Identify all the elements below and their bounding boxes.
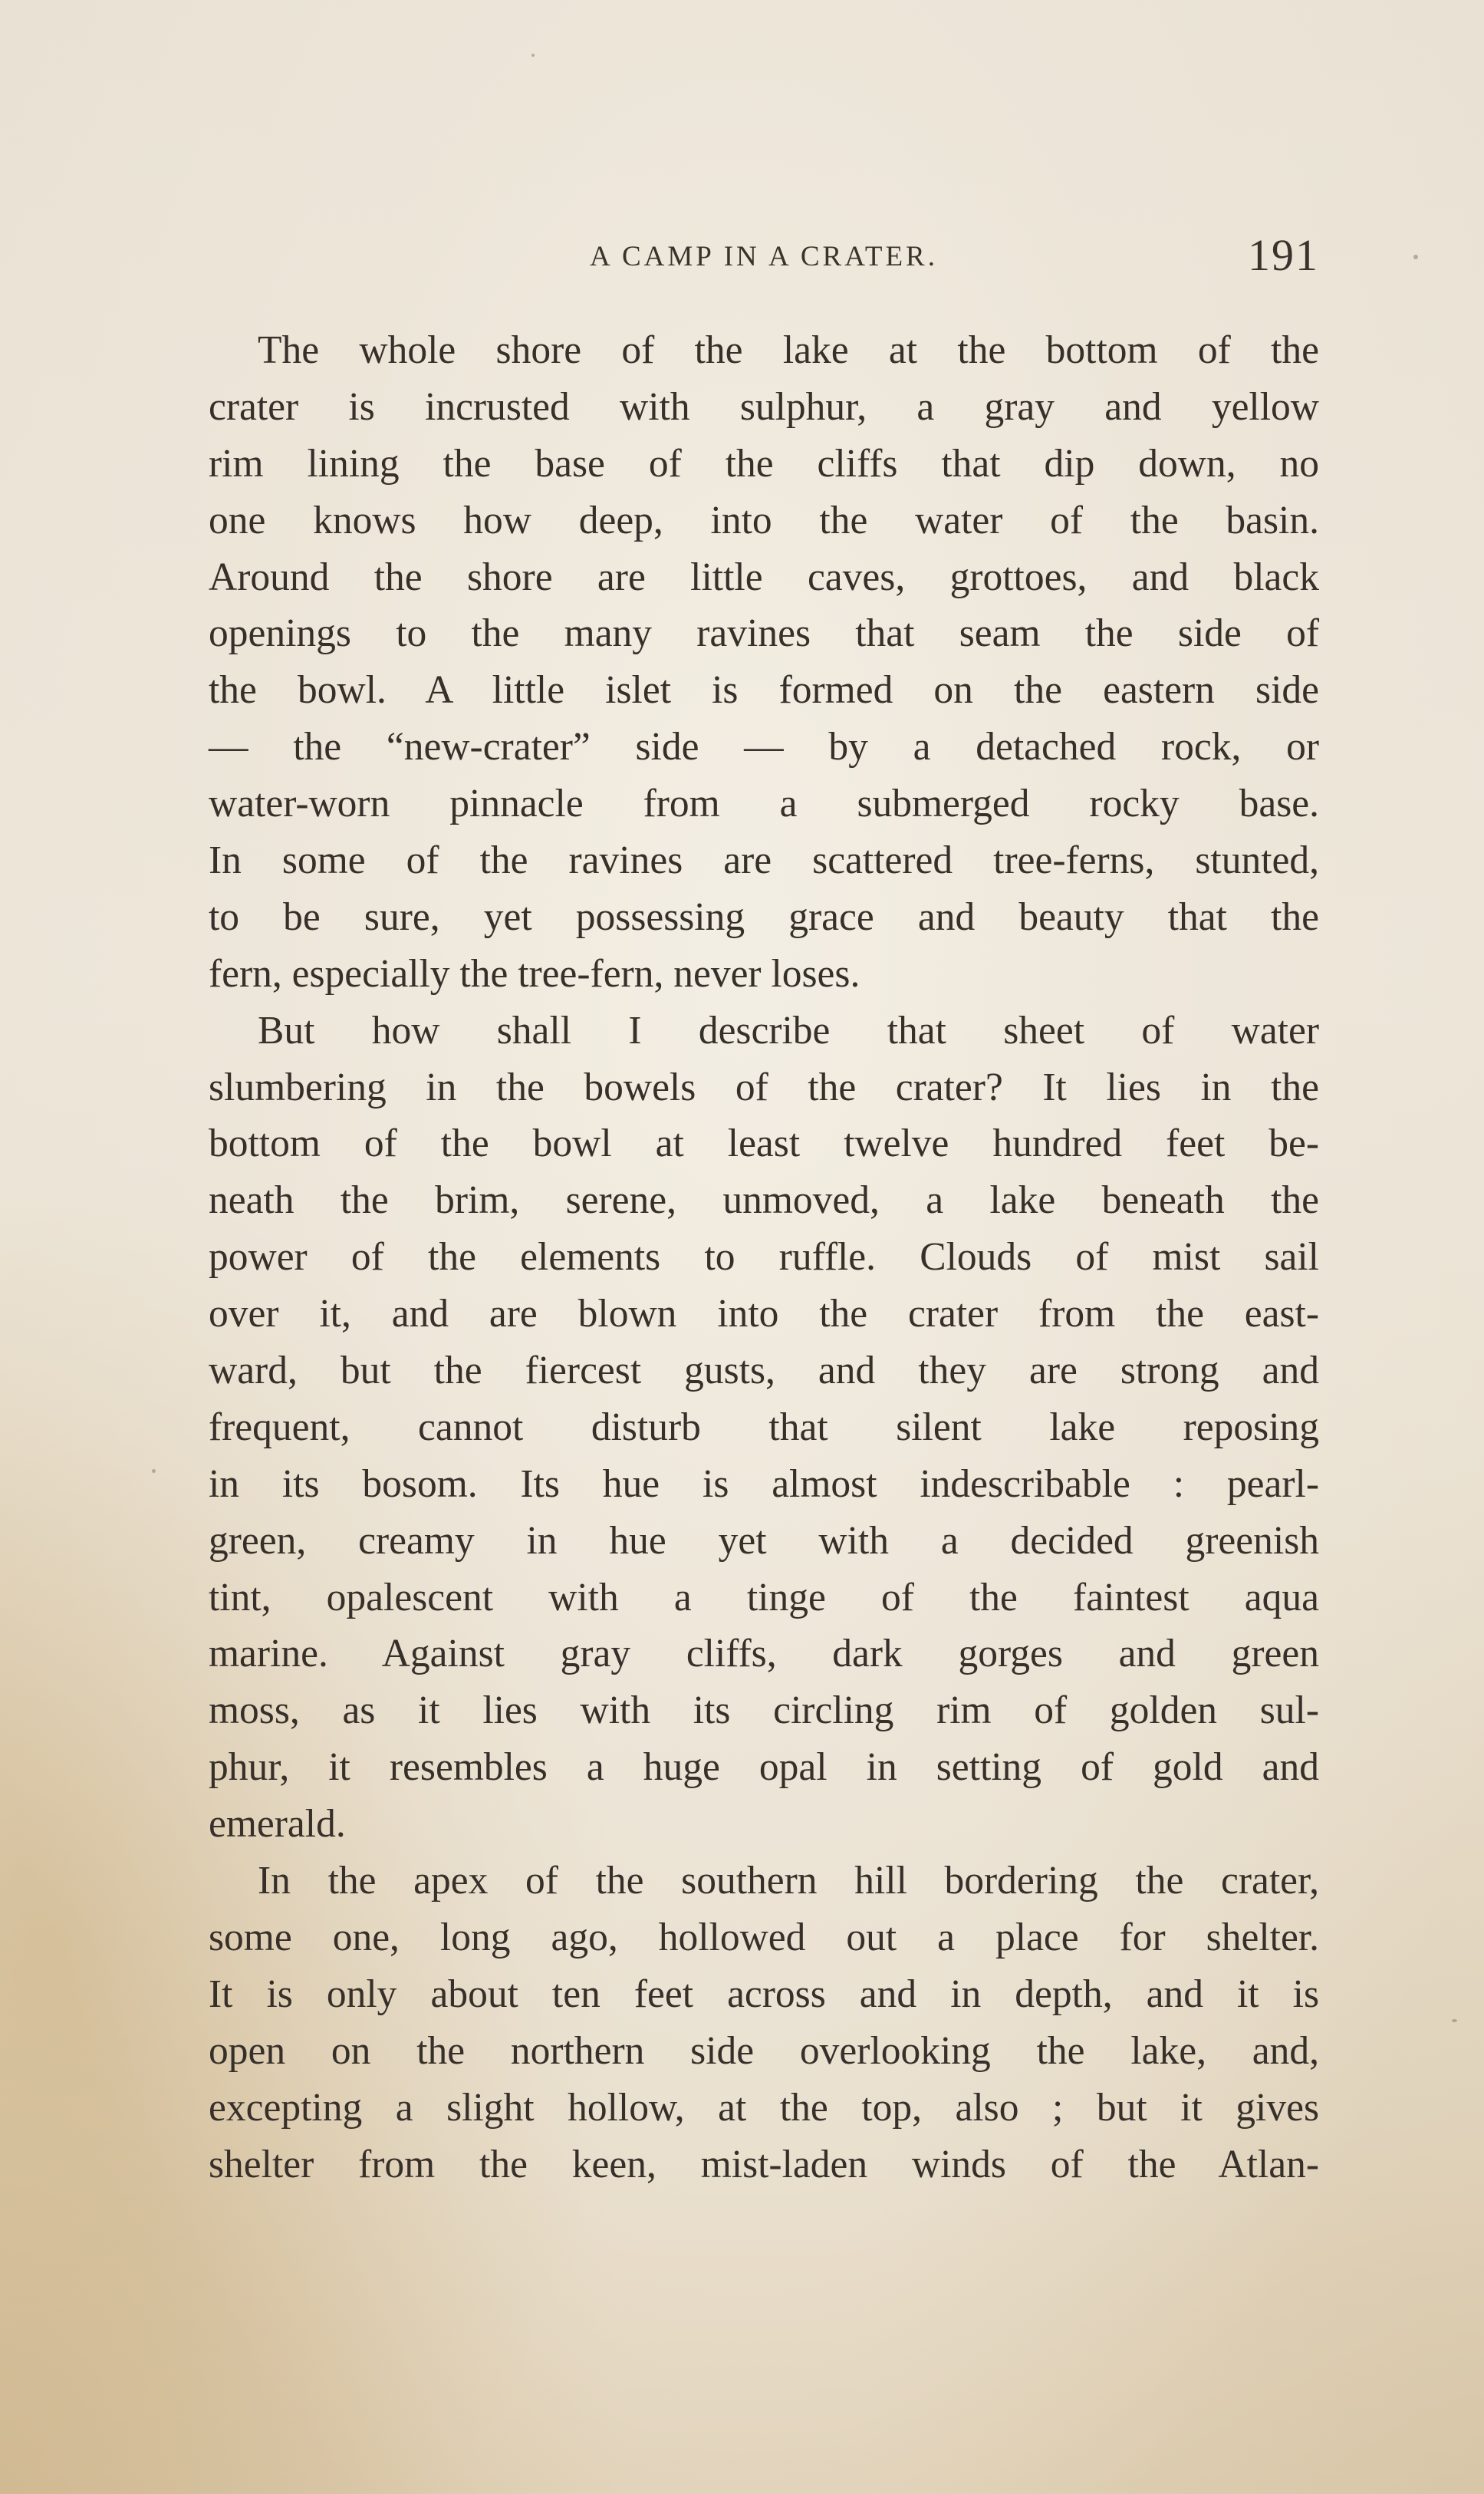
text-line: water-worn pinnacle from a submerged rocky base. <box>209 782 1319 826</box>
paper-speck <box>1452 2019 1457 2022</box>
text-line: moss, as it lies with its circling rim of golden sul- <box>209 1688 1319 1733</box>
text-line: some one, long ago, hollowed out a place for shelter. <box>209 1915 1319 1959</box>
page-header <box>209 230 1319 288</box>
page-number: 191 <box>1248 230 1319 280</box>
text-line: It is only about ten feet across and in depth, and it is <box>209 1972 1319 2016</box>
text-line: over it, and are blown into the crater from the east- <box>209 1292 1319 1336</box>
text-line: power of the elements to ruffle. Clouds of mist sail <box>209 1235 1319 1280</box>
text-line: Around the shore are little caves, grottoes, and black <box>209 555 1319 599</box>
text-line: fern, especially the tree-fern, never loses. <box>209 951 860 996</box>
text-line: frequent, cannot disturb that silent lake reposing <box>209 1405 1319 1449</box>
text-line: The whole shore of the lake at the bottom of the <box>258 328 1319 372</box>
text-line: to be sure, yet possessing grace and beauty that the <box>209 894 1319 939</box>
text-line: crater is incrusted with sulphur, a gray and yellow <box>209 384 1319 429</box>
text-line: phur, it resembles a huge opal in setting of gold and <box>209 1745 1319 1790</box>
text-line: shelter from the keen, mist-laden winds of the Atlan- <box>209 2142 1319 2186</box>
paper-speck <box>1413 255 1418 259</box>
text-line: bottom of the bowl at least twelve hundred feet be- <box>209 1122 1319 1166</box>
text-line: ward, but the fiercest gusts, and they are strong and <box>209 1349 1319 1393</box>
text-line: marine. Against gray cliffs, dark gorges and green <box>209 1632 1319 1676</box>
text-line: green, creamy in hue yet with a decided greenish <box>209 1518 1319 1563</box>
text-line: in its bosom. Its hue is almost indescribable : pearl- <box>209 1461 1319 1506</box>
text-line: — the “new-crater” side — by a detached rock, or <box>209 725 1319 769</box>
text-line: one knows how deep, into the water of the basin. <box>209 498 1319 542</box>
text-line: the bowl. A little islet is formed on the eastern side <box>209 668 1319 713</box>
text-line: excepting a slight hollow, at the top, also ; but it gives <box>209 2085 1319 2130</box>
text-line: open on the northern side overlooking the lake, and, <box>209 2028 1319 2073</box>
text-line: tint, opalescent with a tinge of the faintest aqua <box>209 1575 1319 1619</box>
text-line: In the apex of the southern hill bordering the crater, <box>258 1859 1319 1903</box>
text-line: openings to the many ravines that seam the side of <box>209 611 1319 656</box>
text-line: neath the brim, serene, unmoved, a lake beneath the <box>209 1178 1319 1223</box>
body-text <box>209 322 1319 2193</box>
text-line: But how shall I describe that sheet of water <box>258 1008 1319 1053</box>
running-head: A CAMP IN A CRATER. <box>590 241 938 272</box>
paper-speck <box>531 54 535 57</box>
text-line: slumbering in the bowels of the crater? It lies in the <box>209 1065 1319 1109</box>
text-line: emerald. <box>209 1802 346 1847</box>
paper-speck <box>152 1469 156 1473</box>
text-line: In some of the ravines are scattered tree-ferns, stunted, <box>209 838 1319 883</box>
text-line: rim lining the base of the cliffs that dip down, no <box>209 441 1319 486</box>
